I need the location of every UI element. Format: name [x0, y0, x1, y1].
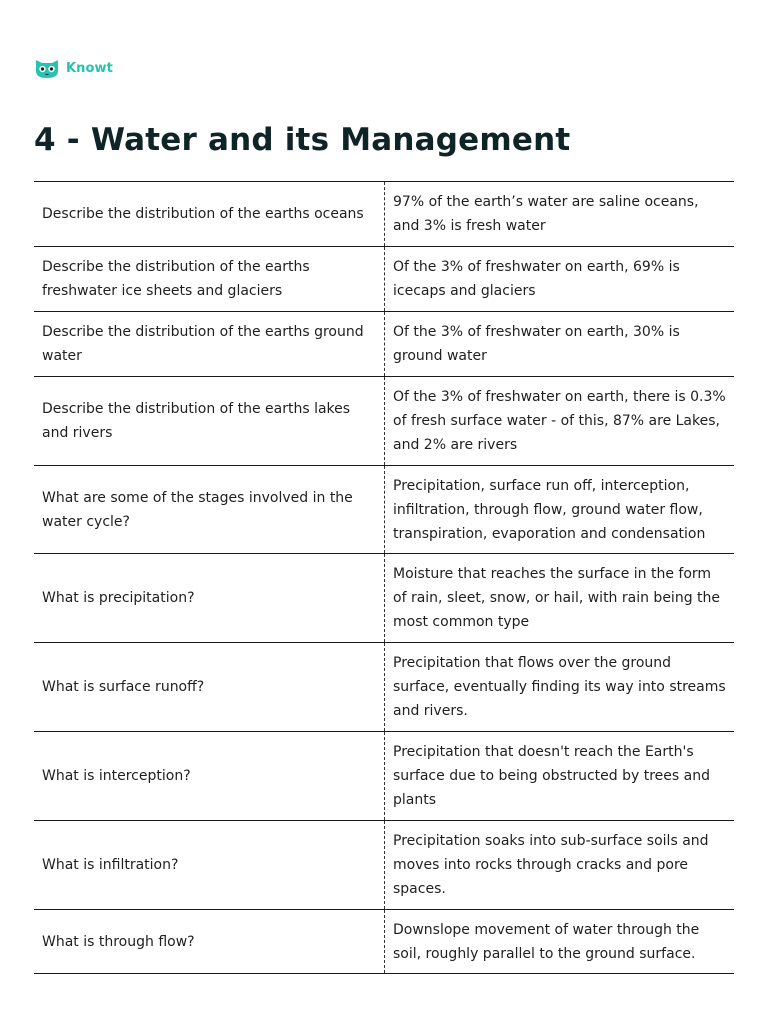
term-cell: Describe the distribution of the earths ground water [34, 312, 385, 376]
brand-name: Knowt [66, 60, 113, 76]
term-cell: Describe the distribution of the earths freshwater ice sheets and glaciers [34, 247, 385, 311]
definition-cell: Precipitation that flows over the ground surface, eventually finding its way into streams and rivers. [393, 655, 726, 719]
table-row [34, 554, 734, 643]
definition-cell: Downslope movement of water through the soil, roughly parallel to the ground surface. [393, 921, 700, 962]
definition-cell: Precipitation soaks into sub-surface soils and moves into rocks through cracks and pore spaces. [393, 833, 709, 897]
definition-cell: Precipitation that doesn't reach the Earth's surface due to being obstructed by trees and plants [393, 744, 710, 808]
table-row [34, 182, 734, 247]
definition-cell: Moisture that reaches the surface in the form of rain, sleet, snow, or hail, with rain being the most common type [393, 566, 721, 630]
term-cell: What are some of the stages involved in the water cycle? [34, 466, 385, 553]
definition-cell: Precipitation, surface run off, interception, infiltration, through flow, ground water flow, transpiration, evaporation and condensation [393, 477, 706, 542]
term-cell: Describe the distribution of the earths oceans [34, 182, 385, 246]
table-row [34, 643, 734, 732]
definition-cell: Of the 3% of freshwater on earth, there is 0.3% of fresh surface water - of this, 87% are Lakes, and 2% are rivers [393, 389, 726, 453]
table-row [34, 466, 734, 554]
term-cell: What is through flow? [34, 910, 385, 973]
table-row [34, 377, 734, 466]
page-title: 4 - Water and its Management [34, 122, 571, 158]
table-row [34, 312, 734, 377]
knowt-logo-icon [34, 57, 60, 79]
term-cell: What is interception? [34, 732, 385, 820]
term-cell: What is precipitation? [34, 554, 385, 642]
definition-cell: 97% of the earth’s water are saline oceans, and 3% is fresh water [393, 194, 699, 234]
term-cell: What is surface runoff? [34, 643, 385, 731]
flashcard-table [34, 181, 734, 974]
table-row [34, 247, 734, 312]
definition-cell: Of the 3% of freshwater on earth, 69% is icecaps and glaciers [393, 259, 680, 299]
term-cell: What is infiltration? [34, 821, 385, 909]
definition-cell: Of the 3% of freshwater on earth, 30% is ground water [393, 324, 680, 364]
table-row [34, 910, 734, 974]
brand[interactable] [34, 57, 113, 79]
table-row [34, 732, 734, 821]
term-cell: Describe the distribution of the earths lakes and rivers [34, 377, 385, 465]
table-row [34, 821, 734, 910]
